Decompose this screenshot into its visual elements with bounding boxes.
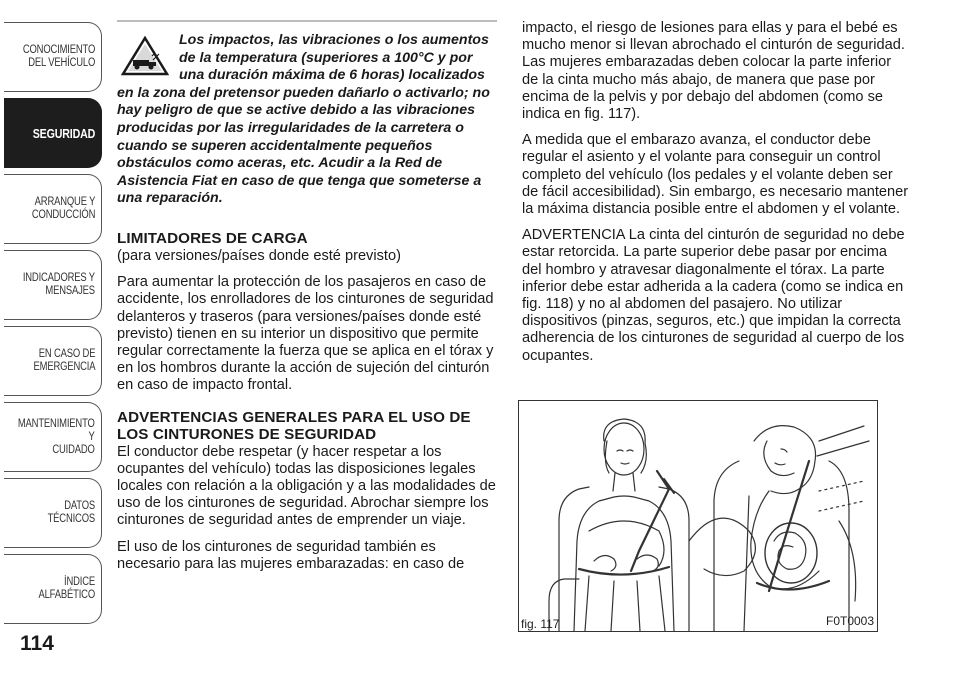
paragraph: El conductor debe respetar (y hacer respetar a los ocupantes del vehículo) todas las disposiciones legales locales con relación a la obligación y a las modalidades de uso de los cinturones de seguridad. Abrochar siempre los cinturones de seguridad antes de emprender un viaje. [117,443,496,529]
figure-illustration [518,400,878,632]
tab-indice-alfabetico[interactable] [4,554,102,624]
right-column [522,20,910,374]
tab-label: INDICADORES Y MENSAJES [22,272,95,297]
tab-label: EN CASO DE EMERGENCIA [33,348,95,373]
section-heading-limitadores: LIMITADORES DE CARGA [117,229,308,247]
warning-box [117,32,497,208]
tab-arranque-conduccion[interactable] [4,174,102,244]
warning-triangle-icon [121,36,169,76]
tab-datos-tecnicos[interactable] [4,478,102,548]
page-number: 114 [20,632,54,655]
tab-en-caso-emergencia[interactable] [4,326,102,396]
section-subtitle: (para versiones/países donde esté previsto) [117,247,401,264]
warning-text: Los impactos, las vibraciones o los aumentos de la temperatura (superiores a 100°C y por una duración máxima de 6 horas) localizados en la zona del pretensor pueden dañarlo o activarlo; no hay peligro de que se active debido a las vibraciones producidas por las irregularidades de la carretera o cuando se superen accidentalmente pequeños obstáculos como aceras, etc. Acudir a la Red de Asistencia Fiat en caso de que tenga que someterse a una reparación. [117,32,490,207]
figure-label: fig. 117 [521,617,560,631]
tab-indicadores-mensajes[interactable] [4,250,102,320]
paragraph: Para aumentar la protección de los pasajeros en caso de accidente, los enrolladores de los cinturones de seguridad delanteros y traseros (para versiones/países donde esté previsto) tienen en su interior un dispositivo que permite regular correctamente la fuerza que se aplica en el tórax y en los hombros durante la acción de sujeción del cinturón en caso de impacto frontal. [117,274,494,394]
tab-mantenimiento-cuidado[interactable] [4,402,102,472]
divider [117,20,497,22]
tab-label: SEGURIDAD [32,125,95,141]
tab-label: ARRANQUE Y CONDUCCIÓN [31,196,95,221]
tab-seguridad[interactable] [4,98,102,168]
seatbelt-pregnant-illustration [519,401,877,631]
paragraph: impacto, el riesgo de lesiones para ellas y para el bebé es mucho menor si llevan abrochado el cinturón de seguridad. Las mujeres embarazadas deben colocar la parte inferior de la cinta mucho más abajo, de manera que pase por encima de la pelvis y por debajo del abdomen (como se indica en fig. 117). [522,20,905,123]
paragraph: A medida que el embarazo avanza, el conductor debe regular el asiento y el volante para conseguir un control completo del vehículo (los pedales y el volante deben ser de fácil accesibilidad). Sin embargo, es necesario mantener la máxima distancia posible entre el abdomen y el volante. [522,132,909,218]
figure-code: F0T0003 [826,614,875,628]
tab-label: MANTENIMIENTO Y CUIDADO [18,417,95,456]
section-heading-advertencias: ADVERTENCIAS GENERALES PARA EL USO DE LOS CINTURONES DE SEGURIDAD [117,408,471,443]
tab-label: DATOS TÉCNICOS [47,500,95,525]
paragraph: ADVERTENCIA La cinta del cinturón de seguridad no debe estar retorcida. La parte superior debe pasar por encima del hombro y atravesar diagonalmente el tórax. La parte inferior debe estar adherida a la cadera (como se indica en fig. 118) y no al abdomen del pasajero. No utilizar dispositivos (pinzas, seguros, etc.) que impidan la correcta adherencia de los cinturones de seguridad al cuerpo de los ocupantes. [522,227,905,364]
tab-label: CONOCIMIENTO DEL VEHÍCULO [22,44,95,69]
left-column [117,20,497,582]
tab-label: ÍNDICE ALFABÉTICO [38,576,95,601]
tab-conocimiento-vehiculo[interactable] [4,22,102,92]
paragraph: El uso de los cinturones de seguridad también es necesario para las mujeres embarazadas: en caso de [117,538,465,572]
